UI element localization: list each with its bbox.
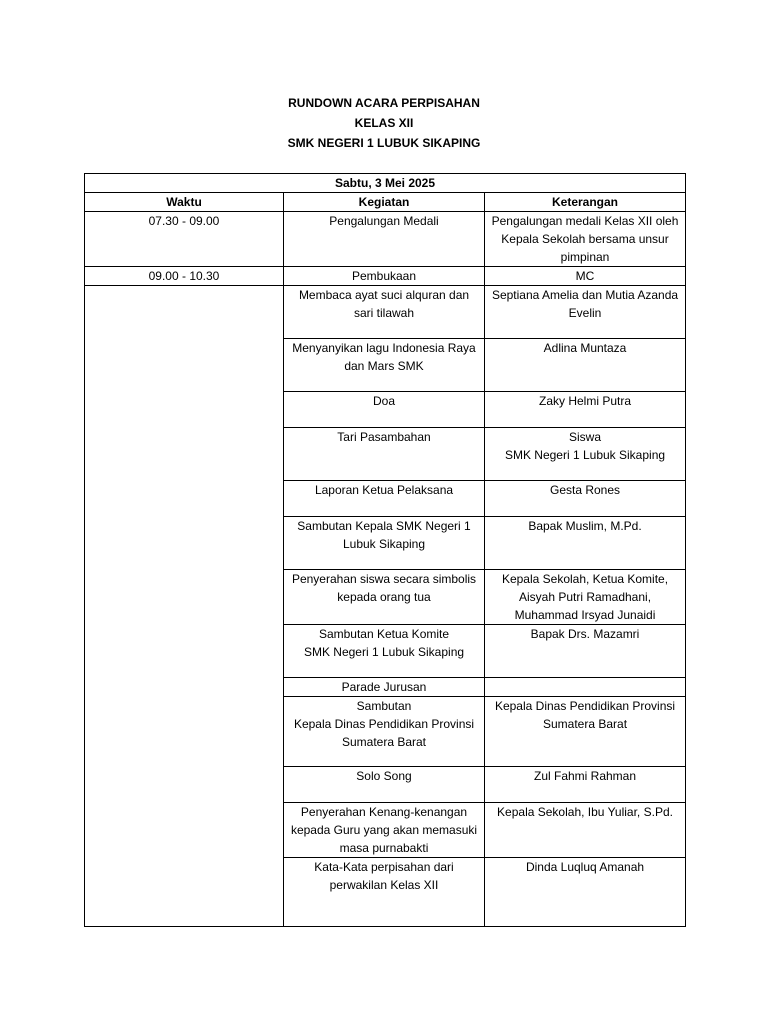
keterangan-cell: Septiana Amelia dan Mutia Azanda Evelin [485,286,686,339]
kegiatan-cell: Membaca ayat suci alquran dan sari tilawah [284,286,485,339]
kegiatan-cell: Menyanyikan lagu Indonesia Raya dan Mars SMK [284,339,485,392]
header-keterangan: Keterangan [485,193,686,212]
keterangan-cell: Adlina Muntaza [485,339,686,392]
table-row [85,286,686,339]
header-kegiatan: Kegiatan [284,193,485,212]
kegiatan-cell: Solo Song [284,767,485,803]
kegiatan-cell: Parade Jurusan [284,678,485,697]
keterangan-cell: Kepala Sekolah, Ibu Yuliar, S.Pd. [485,803,686,858]
keterangan-cell: Gesta Rones [485,481,686,517]
kegiatan-cell: Sambutan Ketua Komite SMK Negeri 1 Lubuk Sikaping [284,625,485,678]
keterangan-cell: Dinda Luqluq Amanah [485,858,686,927]
kegiatan-cell: Kata-Kata perpisahan dari perwakilan Kelas XII [284,858,485,927]
keterangan-cell: Pengalungan medali Kelas XII oleh Kepala Sekolah bersama unsur pimpinan [485,212,686,267]
table-row [85,267,686,286]
header-waktu: Waktu [85,193,284,212]
kegiatan-cell: Sambutan Kepala Dinas Pendidikan Provinsi Sumatera Barat [284,697,485,767]
waktu-cell-empty [85,286,284,927]
doc-title-line-2: KELAS XII [354,116,414,130]
keterangan-cell: Zul Fahmi Rahman [485,767,686,803]
waktu-cell: 09.00 - 10.30 [85,267,284,286]
keterangan-cell [485,678,686,697]
keterangan-cell: Bapak Drs. Mazamri [485,625,686,678]
keterangan-cell: Kepala Sekolah, Ketua Komite, Aisyah Putri Ramadhani, Muhammad Irsyad Junaidi [485,570,686,625]
kegiatan-cell: Pembukaan [284,267,485,286]
kegiatan-cell: Doa [284,392,485,428]
kegiatan-cell: Sambutan Kepala SMK Negeri 1 Lubuk Sikaping [284,517,485,570]
date-cell: Sabtu, 3 Mei 2025 [85,174,686,193]
keterangan-cell: Bapak Muslim, M.Pd. [485,517,686,570]
keterangan-cell: MC [485,267,686,286]
waktu-cell: 07.30 - 09.00 [85,212,284,267]
doc-title-line-3: SMK NEGERI 1 LUBUK SIKAPING [287,136,481,150]
doc-title-line-1: RUNDOWN ACARA PERPISAHAN [288,96,480,110]
date-row [85,174,686,193]
kegiatan-cell: Laporan Ketua Pelaksana [284,481,485,517]
table-row [85,212,686,267]
kegiatan-cell: Penyerahan siswa secara simbolis kepada orang tua [284,570,485,625]
keterangan-cell: Zaky Helmi Putra [485,392,686,428]
keterangan-cell: Siswa SMK Negeri 1 Lubuk Sikaping [485,428,686,481]
header-row [85,193,686,212]
keterangan-cell: Kepala Dinas Pendidikan Provinsi Sumatera Barat [485,697,686,767]
kegiatan-cell: Pengalungan Medali [284,212,485,267]
kegiatan-cell: Penyerahan Kenang-kenangan kepada Guru yang akan memasuki masa purnabakti [284,803,485,858]
kegiatan-cell: Tari Pasambahan [284,428,485,481]
rundown-table [84,173,686,927]
